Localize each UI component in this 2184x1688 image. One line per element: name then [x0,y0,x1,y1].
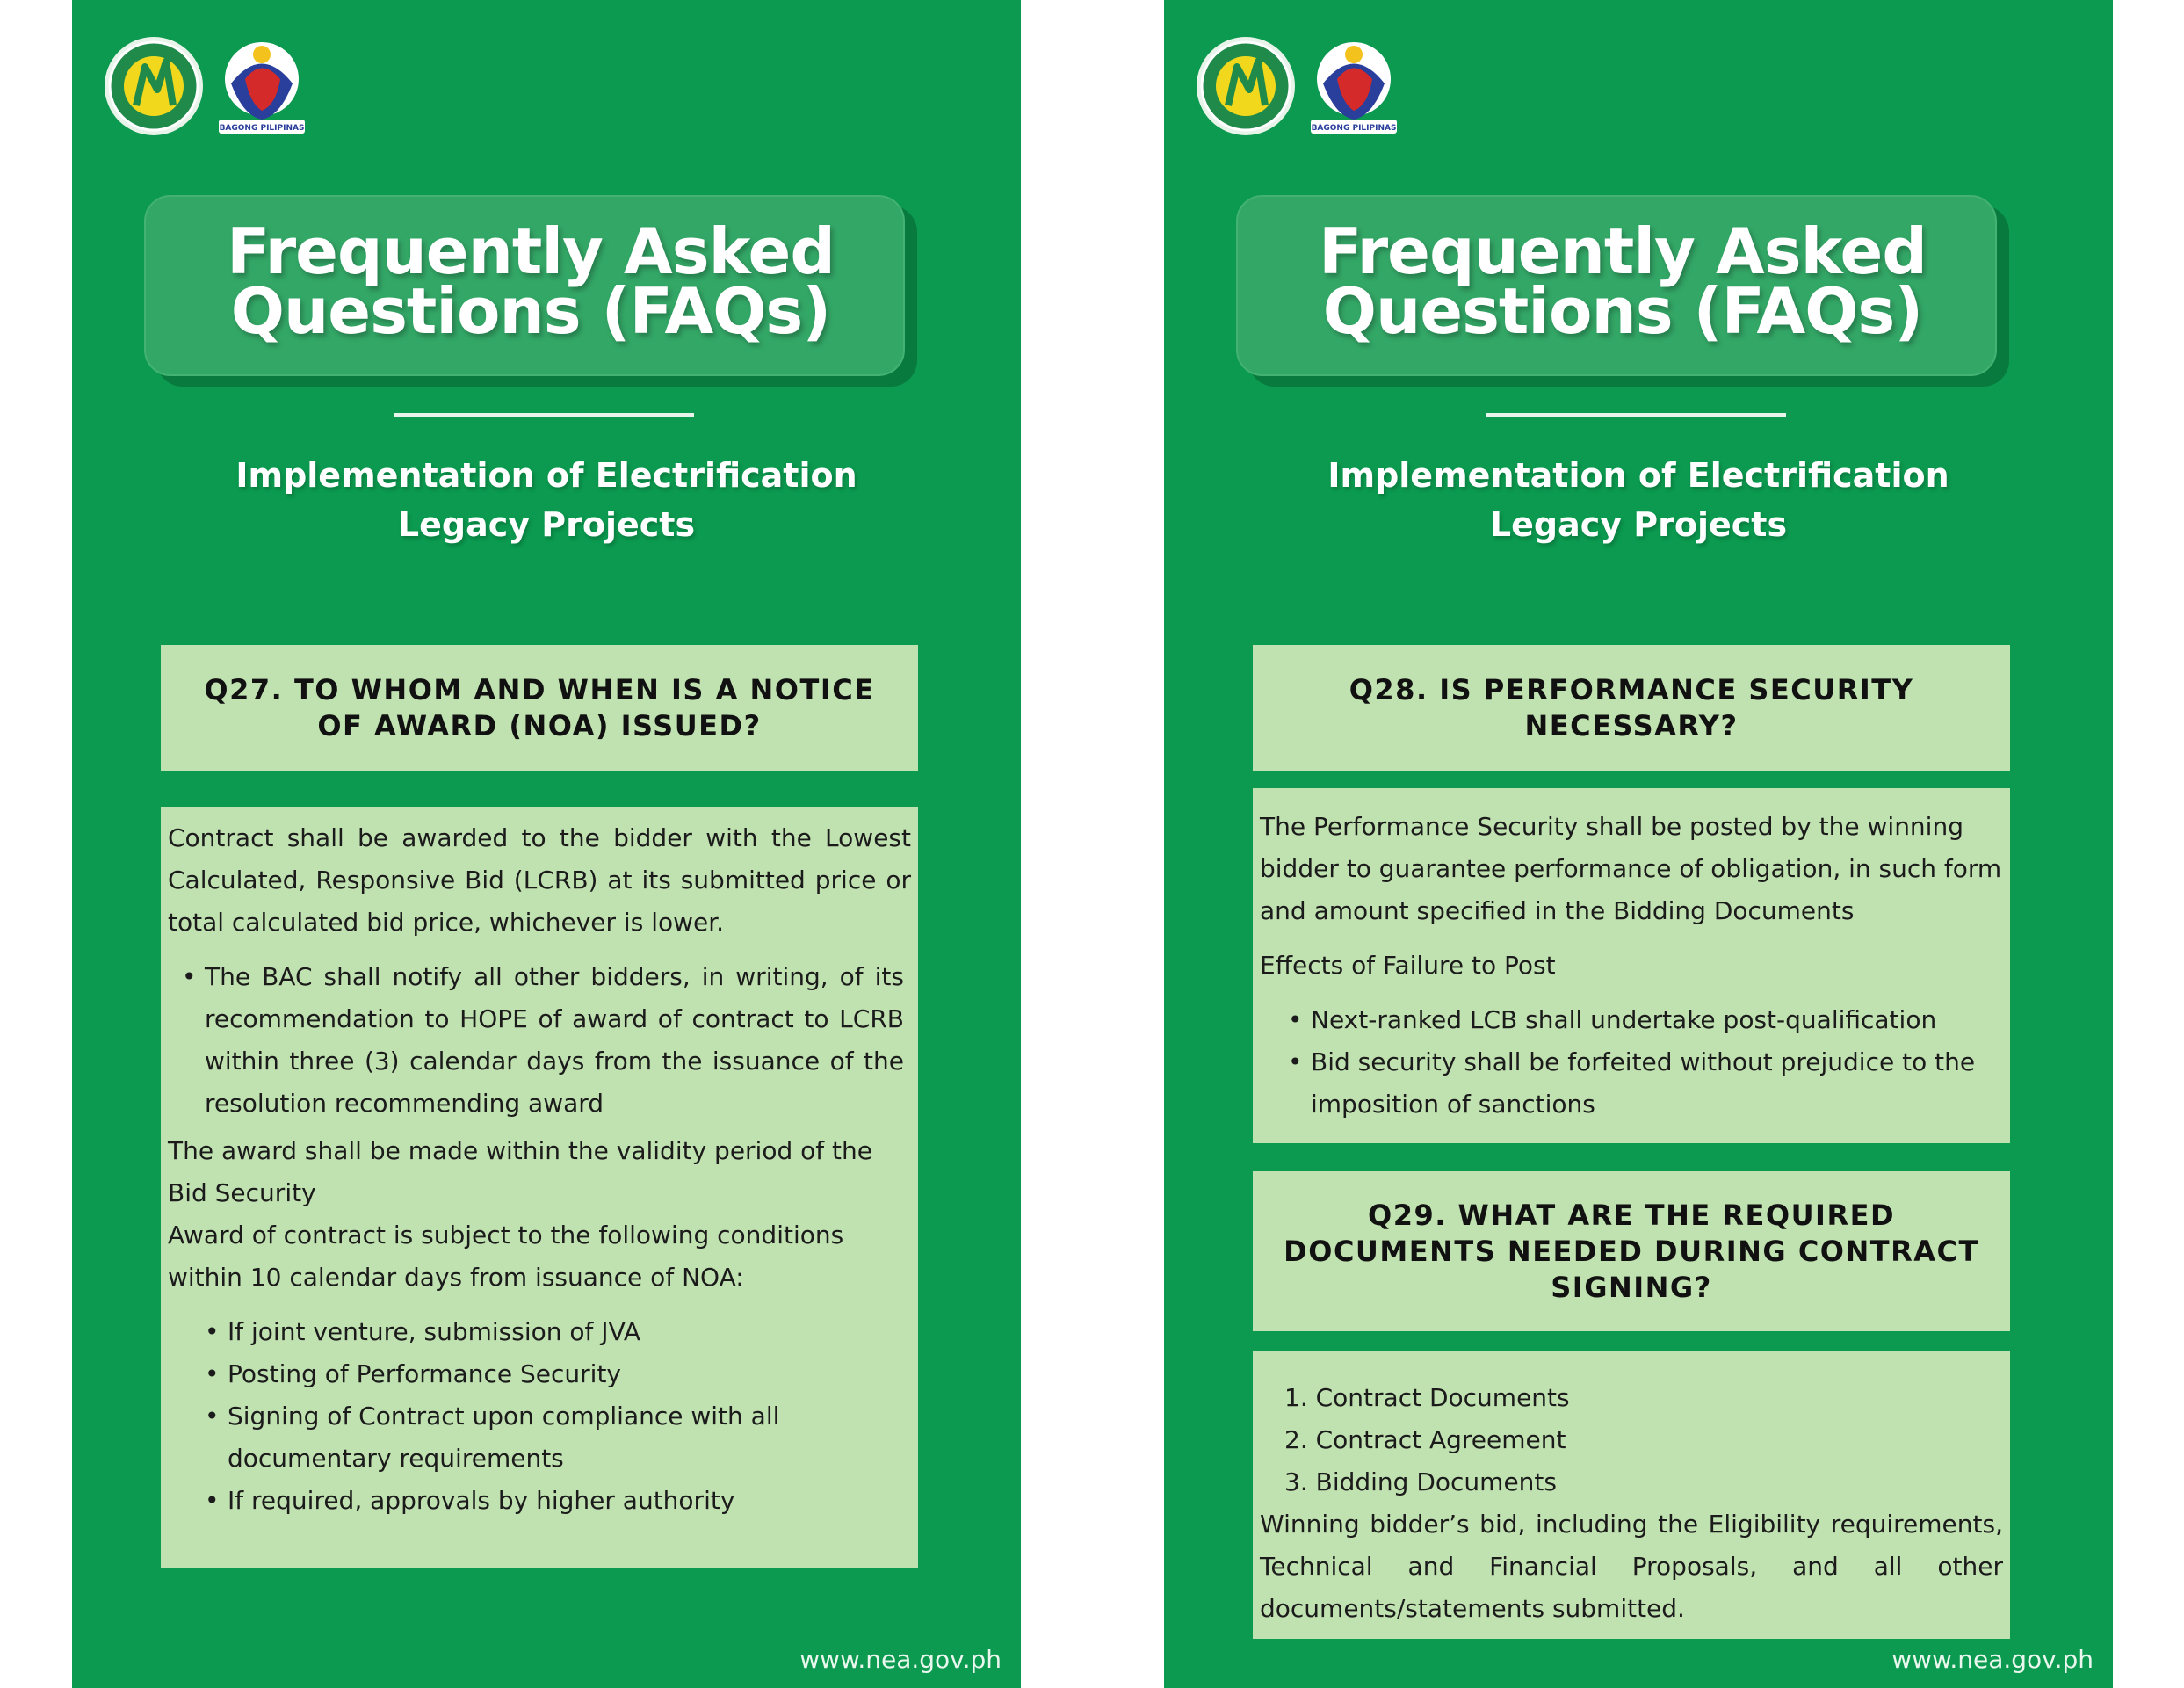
page-title [144,214,917,348]
subtitle-line-2: Legacy Projects [397,505,696,544]
answer-paragraph: Effects of Failure to Post [1260,951,1556,980]
list-item: • Signing of Contract upon compliance with all documentary requirements [228,1395,911,1480]
question-q28: Q28. IS PERFORMANCE SECURITY NECESSARY? [1253,645,2010,771]
list-item: • If joint venture, submission of JVA [228,1311,911,1353]
answer-paragraph: Contract shall be awarded to the bidder with the Lowest Calculated, Responsive Bid (LCRB) at its submitted price or total calculated bid price, whichever is lower. [168,823,911,937]
title-line-1: Frequently Asked [227,214,835,288]
nea-seal-logo [1195,35,1297,137]
subtitle [125,451,968,549]
list-item: • Posting of Performance Security [228,1353,911,1395]
list-item: • The BAC shall notify all other bidders, in writing, of its recommendation to HOPE of award of contract to LCRB within three (3) calendar days from the issuance of the resolution recommending award [205,956,904,1125]
title-banner [1236,195,2009,388]
nea-seal-logo [103,35,205,137]
faq-panel-right [1164,0,2113,1688]
answer-bullets-1 [168,956,904,1125]
answer-paragraph: The award shall be made within the validity period of the Bid Security [168,1136,872,1207]
subtitle [1217,451,2060,549]
title-banner [144,195,917,388]
subtitle-line-2: Legacy Projects [1489,505,1788,544]
list-item: 3. Bidding Documents [1284,1467,1557,1496]
website-link[interactable]: www.nea.gov.ph [799,1645,1002,1674]
title-line-1: Frequently Asked [1319,214,1927,288]
divider-rule [394,413,694,417]
answer-bullets-2 [168,1311,911,1522]
svg-text:BAGONG PILIPINAS: BAGONG PILIPINAS [219,124,305,133]
title-line-2: Questions (FAQs) [1322,274,1923,348]
website-link[interactable]: www.nea.gov.ph [1891,1645,2094,1674]
answer-numbered-list [1260,1377,2003,1503]
title-line-2: Questions (FAQs) [230,274,831,348]
answer-q27 [161,807,918,1568]
bagong-pilipinas-logo [210,35,314,137]
list-item: 2. Contract Agreement [1284,1425,1566,1454]
bagong-pilipinas-logo [1302,35,1406,137]
question-q29: Q29. WHAT ARE THE REQUIRED DOCUMENTS NEEDED DURING CONTRACT SIGNING? [1253,1171,2010,1331]
list-item: • Bid security shall be forfeited without prejudice to the imposition of sanctions [1311,1041,2003,1126]
answer-paragraph: Winning bidder’s bid, including the Eligibility requirements, Technical and Financial Proposals, and all other documents/statements submitted. [1260,1510,2003,1623]
subtitle-line-1: Implementation of Electrification [1327,456,1949,495]
answer-paragraph: The Performance Security shall be posted by the winning bidder to guarantee performance of obligation, in such form and amount specified in the Bidding Documents [1260,812,2002,925]
answer-paragraph: Award of contract is subject to the following conditions within 10 calendar days from issuance of NOA: [168,1221,844,1292]
list-item: • If required, approvals by higher authority [228,1480,911,1522]
svg-text:BAGONG PILIPINAS: BAGONG PILIPINAS [1311,124,1397,133]
divider-rule [1486,413,1786,417]
page-title [1236,214,2009,348]
logo-group [103,35,331,141]
question-q27: Q27. TO WHOM AND WHEN IS A NOTICE OF AWARD (NOA) ISSUED? [161,645,918,771]
answer-q29 [1253,1351,2010,1639]
list-item: 1. Contract Documents [1284,1383,1570,1412]
answer-bullets [1260,999,2003,1126]
list-item: • Next-ranked LCB shall undertake post-qualification [1311,999,2003,1041]
logo-group [1195,35,1423,141]
subtitle-line-1: Implementation of Electrification [235,456,857,495]
faq-panel-left [72,0,1021,1688]
answer-q28 [1253,788,2010,1143]
